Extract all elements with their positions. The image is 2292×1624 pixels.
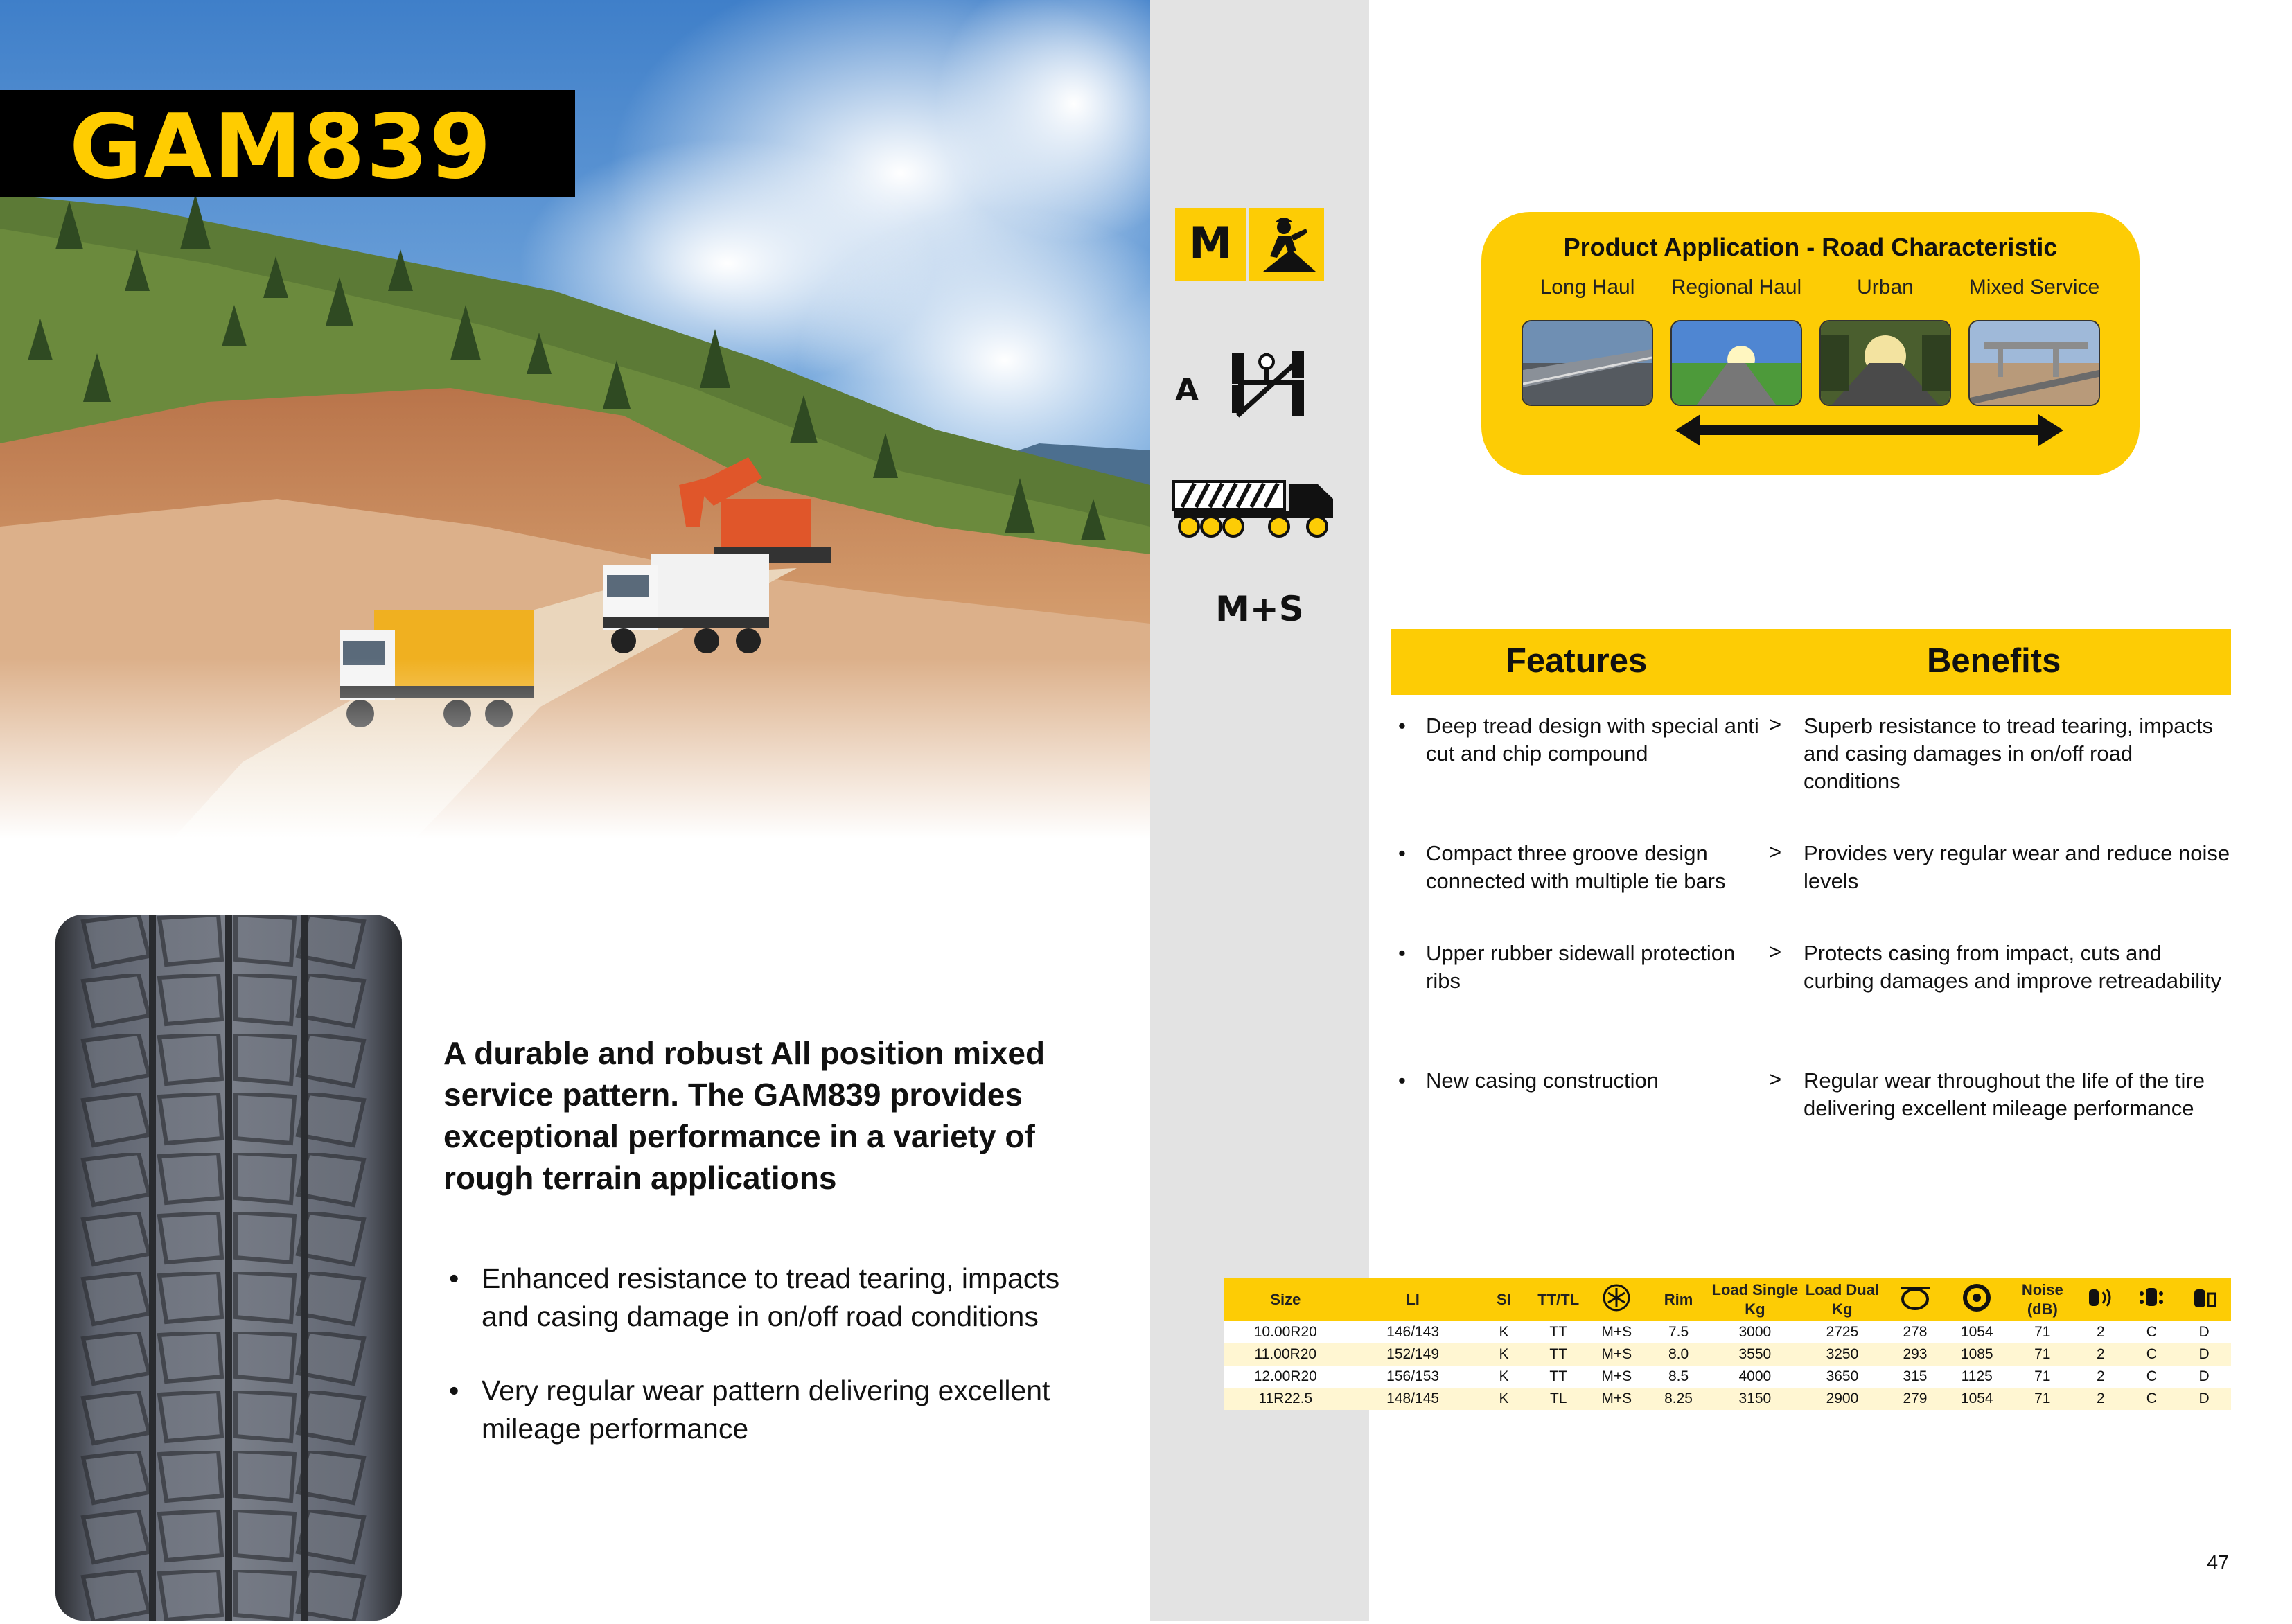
cell-fuel: D: [2177, 1388, 2231, 1410]
urban-thumbnail: [1819, 320, 1951, 406]
cell-tt-tl: TL: [1529, 1388, 1587, 1410]
cell-li: 148/145: [1348, 1388, 1479, 1410]
feature-cell: • Upper rubber sidewall protection ribs: [1398, 941, 1736, 993]
cell-fuel: D: [2177, 1366, 2231, 1388]
cell-diameter: 315: [1886, 1366, 1944, 1388]
tire-diameter-icon: [1898, 1284, 1932, 1312]
cell-fuel: D: [2177, 1343, 2231, 1366]
table-header-row: [1224, 1278, 2231, 1321]
cell-si: K: [1479, 1388, 1530, 1410]
cell-load-dual: 3250: [1799, 1343, 1886, 1366]
cell-load-single: 3000: [1711, 1321, 1799, 1343]
cell-wet-grip: C: [2126, 1343, 2178, 1366]
cell-rim: 8.5: [1646, 1366, 1711, 1388]
benefit-bullets: [443, 1260, 1095, 1484]
cell-noise-class: 2: [2075, 1321, 2126, 1343]
cell-wet-grip: C: [2126, 1366, 2178, 1388]
header-rim: Rim: [1646, 1278, 1711, 1321]
cell-si: K: [1479, 1321, 1530, 1343]
features-benefits-header: [1391, 629, 2231, 695]
column-label: Urban: [1857, 276, 1914, 299]
axle-label: A: [1175, 373, 1199, 408]
cell-load-dual: 2725: [1799, 1321, 1886, 1343]
app-column-mixed-service: [1962, 276, 2107, 406]
header-size: Size: [1224, 1278, 1348, 1321]
cell-noise: 71: [2010, 1366, 2076, 1388]
long-haul-thumbnail: [1522, 320, 1653, 406]
cell-li: 146/143: [1348, 1321, 1479, 1343]
table-row: [1224, 1343, 2231, 1366]
application-panel: [1481, 212, 2140, 475]
arrow-glyph: >: [1769, 1067, 1782, 1091]
cell-noise: 71: [2010, 1343, 2076, 1366]
wet-grip-icon: [2136, 1284, 2167, 1312]
cell-noise: 71: [2010, 1388, 2076, 1410]
cell-diameter: 278: [1886, 1321, 1944, 1343]
column-label: Long Haul: [1540, 276, 1635, 299]
cell-ms: M+S: [1587, 1366, 1646, 1388]
mud-snow-label: M+S: [1215, 589, 1304, 629]
app-column-regional-haul: [1664, 276, 1809, 406]
cell-width: 1054: [1944, 1321, 2010, 1343]
list-item: • Enhanced resistance to tread tearing, impacts and casing damage in on/off road conditions: [449, 1262, 1060, 1332]
tire-width-icon: [1961, 1284, 1993, 1312]
header-load-single: Load Single Kg: [1711, 1278, 1799, 1321]
fuel-efficiency-icon: [2189, 1284, 2219, 1312]
cell-width: 1054: [1944, 1388, 2010, 1410]
cell-width: 1085: [1944, 1343, 2010, 1366]
cell-wet-grip: C: [2126, 1321, 2178, 1343]
mixed-service-truck-icon: [1168, 471, 1341, 540]
header-width: [1944, 1278, 2010, 1321]
cell-rim: 8.25: [1646, 1388, 1711, 1410]
app-column-urban: [1813, 276, 1958, 406]
header-load-dual: Load Dual Kg: [1799, 1278, 1886, 1321]
benefit-text: Protects casing from impact, cuts and curbing damages and improve retreadability: [1804, 941, 2222, 993]
m-label: M: [1189, 218, 1232, 268]
cell-load-single: 3150: [1711, 1388, 1799, 1410]
cell-si: K: [1479, 1366, 1530, 1388]
feature-text: Compact three groove design connected with multiple tie bars: [1426, 841, 1726, 893]
snowflake-icon: [1603, 1284, 1630, 1312]
cell-noise-class: 2: [2075, 1388, 2126, 1410]
regional-haul-thumbnail: [1670, 320, 1802, 406]
product-title: GAM839: [69, 96, 493, 199]
header-diameter: [1886, 1278, 1944, 1321]
cell-diameter: 293: [1886, 1343, 1944, 1366]
cell-li: 156/153: [1348, 1366, 1479, 1388]
cell-diameter: 279: [1886, 1388, 1944, 1410]
cell-size: 12.00R20: [1224, 1366, 1348, 1388]
cell-fuel: D: [2177, 1321, 2231, 1343]
all-position-axle-icon: [1175, 339, 1334, 430]
cell-noise-class: 2: [2075, 1366, 2126, 1388]
benefit-text: Regular wear throughout the life of the tire delivering excellent mileage performance: [1804, 1068, 2205, 1120]
list-item: • Very regular wear pattern delivering excellent mileage performance: [449, 1375, 1050, 1445]
header-li: LI: [1348, 1278, 1479, 1321]
cell-noise-class: 2: [2075, 1343, 2126, 1366]
cell-size: 11.00R20: [1224, 1343, 1348, 1366]
cell-tt-tl: TT: [1529, 1343, 1587, 1366]
table-row: [1224, 1388, 2231, 1410]
cell-size: 11R22.5: [1224, 1388, 1348, 1410]
arrow-glyph: >: [1769, 939, 1782, 964]
cell-li: 152/149: [1348, 1343, 1479, 1366]
noise-wave-icon: [2085, 1284, 2117, 1312]
cell-noise: 71: [2010, 1321, 2076, 1343]
tire-tread-image: [55, 915, 402, 1621]
arrow-glyph: >: [1769, 712, 1782, 736]
m-badge: [1175, 208, 1246, 281]
feature-text: Deep tread design with special anti cut and chip compound: [1426, 714, 1759, 766]
header-tt-tl: TT/TL: [1529, 1278, 1587, 1321]
benefits-heading: Benefits: [1927, 642, 2061, 680]
cell-wet-grip: C: [2126, 1388, 2178, 1410]
construction-worker-icon: [1249, 208, 1324, 281]
feature-cell: • Compact three groove design connected with multiple tie bars: [1398, 841, 1726, 893]
cell-rim: 7.5: [1646, 1321, 1711, 1343]
cell-load-dual: 3650: [1799, 1366, 1886, 1388]
cell-rim: 8.0: [1646, 1343, 1711, 1366]
column-label: Regional Haul: [1670, 276, 1802, 299]
bullet-text: Very regular wear pattern delivering excellent mileage performance: [482, 1375, 1050, 1445]
column-label: Mixed Service: [1968, 276, 2100, 299]
app-column-long-haul: [1515, 276, 1660, 406]
cell-tt-tl: TT: [1529, 1366, 1587, 1388]
arrow-glyph: >: [1769, 840, 1782, 864]
spec-table: [1224, 1278, 2231, 1410]
header-fuel: [2177, 1278, 2231, 1321]
cell-si: K: [1479, 1343, 1530, 1366]
cell-load-single: 4000: [1711, 1366, 1799, 1388]
intro-text: A durable and robust All position mixed service pattern. The GAM839 provides exceptional performance in a variety of rough terrain applications: [443, 1035, 1046, 1196]
feature-text: Upper rubber sidewall protection ribs: [1426, 941, 1736, 993]
title-bar: [0, 90, 575, 197]
feature-text: New casing construction: [1426, 1068, 1659, 1093]
cell-tt-tl: TT: [1529, 1321, 1587, 1343]
cell-width: 1125: [1944, 1366, 2010, 1388]
header-noise-class: [2075, 1278, 2126, 1321]
header-wet-grip: [2126, 1278, 2178, 1321]
application-range-arrow: [1675, 413, 2063, 448]
feature-cell: • Deep tread design with special anti cut and chip compound: [1398, 714, 1759, 766]
benefit-text: Superb resistance to tread tearing, impacts and casing damages in on/off road conditions: [1804, 714, 2214, 793]
bullet-text: Enhanced resistance to tread tearing, impacts and casing damage in on/off road conditions: [482, 1262, 1060, 1332]
application-title: Product Application - Road Characteristic: [1563, 233, 2058, 261]
mixed-service-thumbnail: [1968, 320, 2100, 406]
feature-cell: • New casing construction: [1398, 1068, 1659, 1093]
cell-load-dual: 2900: [1799, 1388, 1886, 1410]
page-number: 47: [2207, 1552, 2230, 1574]
cell-ms: M+S: [1587, 1343, 1646, 1366]
header-si: SI: [1479, 1278, 1530, 1321]
cell-size: 10.00R20: [1224, 1321, 1348, 1343]
table-row: [1224, 1366, 2231, 1388]
cell-ms: M+S: [1587, 1321, 1646, 1343]
cell-load-single: 3550: [1711, 1343, 1799, 1366]
header-noise: Noise (dB): [2010, 1278, 2076, 1321]
cell-ms: M+S: [1587, 1388, 1646, 1410]
features-heading: Features: [1506, 642, 1648, 680]
benefit-text: Provides very regular wear and reduce noise levels: [1804, 841, 2230, 893]
table-row: [1224, 1321, 2231, 1343]
header-snow: [1587, 1278, 1646, 1321]
